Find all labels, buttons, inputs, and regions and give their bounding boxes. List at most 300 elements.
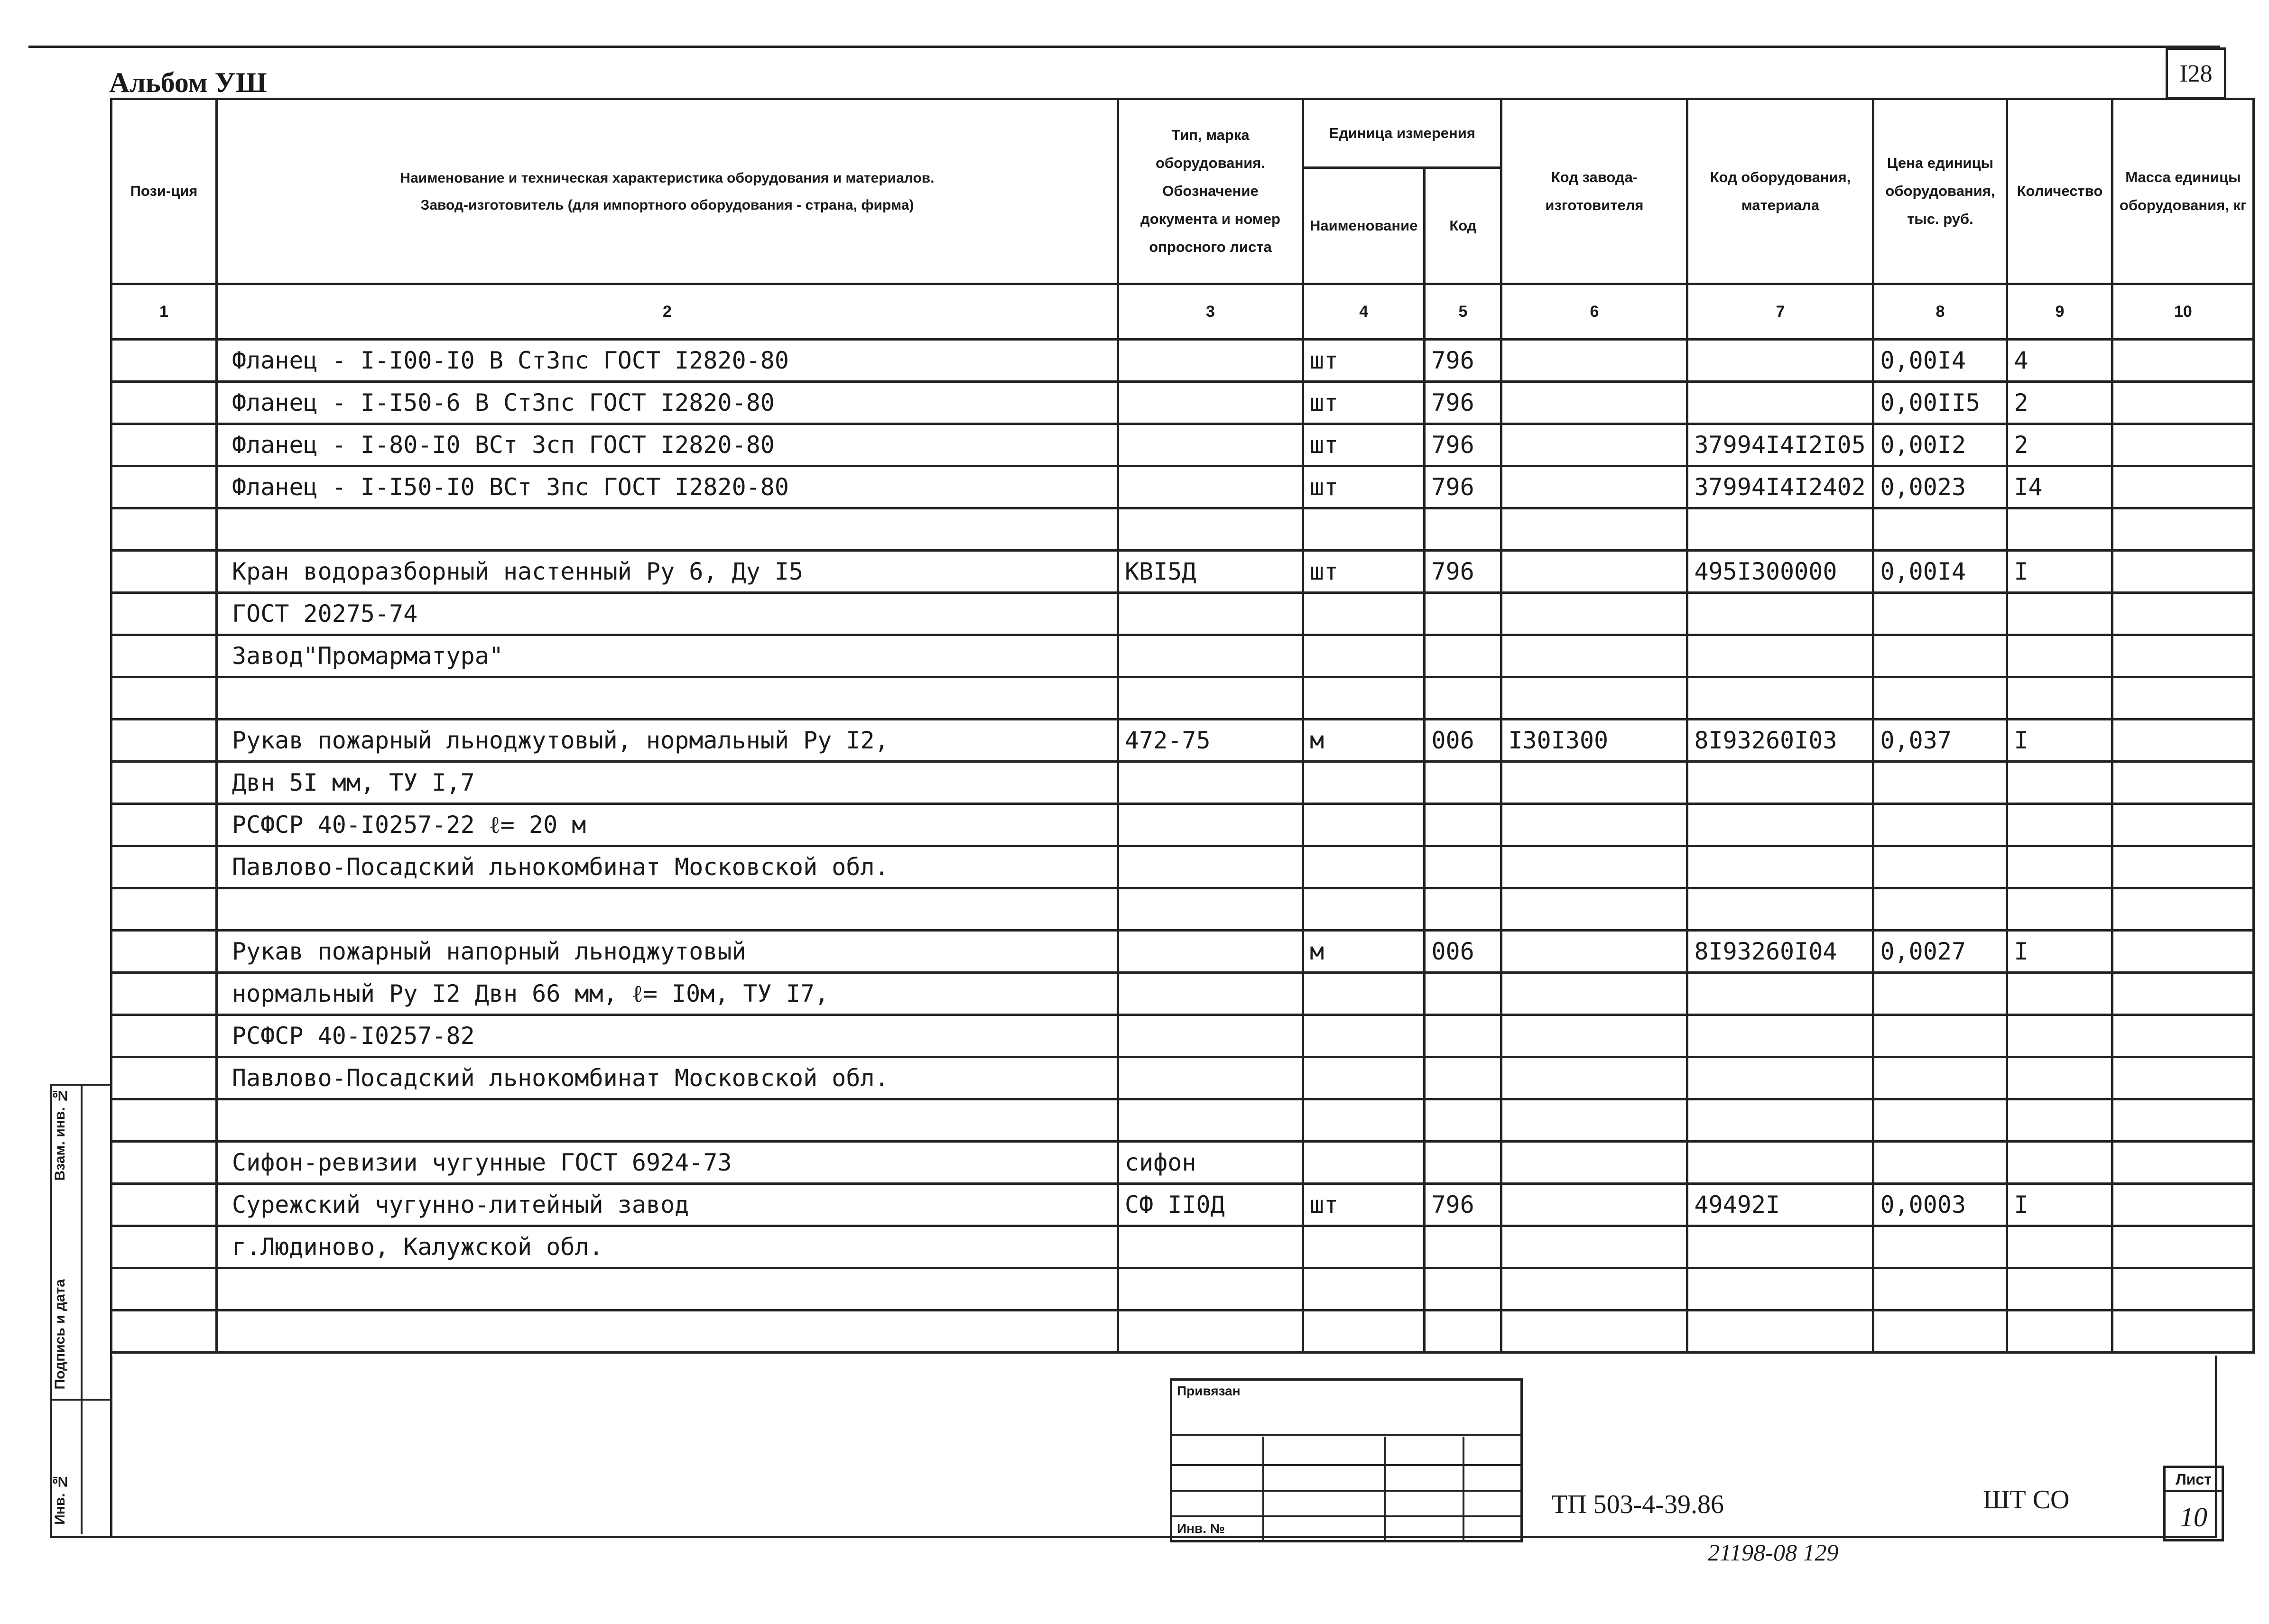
cell-mass: [2112, 1226, 2254, 1268]
cell-unit: [1303, 1310, 1425, 1353]
cell-price: 0,0027: [1873, 931, 2007, 973]
cell-price: 0,0023: [1873, 466, 2007, 508]
cell-type: [1118, 804, 1303, 846]
cell-equipment-code: [1687, 1015, 1873, 1057]
cell-unit-code: [1425, 846, 1501, 888]
cell-quantity: [2007, 762, 2112, 804]
cell-price: [1873, 1099, 2007, 1142]
cell-name: [217, 1310, 1118, 1353]
table-row: [111, 635, 2254, 677]
table-row: [111, 677, 2254, 720]
table-row: [111, 424, 2254, 466]
top-rule: [28, 46, 2220, 48]
cell-quantity: I: [2007, 720, 2112, 762]
col-header-equipment-code: Код оборудования, материала: [1687, 99, 1873, 284]
cell-quantity: [2007, 508, 2112, 551]
stamp-vline: [1384, 1437, 1386, 1540]
stamp-line: [1172, 1464, 1520, 1466]
cell-price: 0,0003: [1873, 1184, 2007, 1226]
cell-price: [1873, 846, 2007, 888]
side-stamp-cell: [52, 1086, 110, 1401]
side-stamp-podpis: Подпись и дата: [52, 1279, 68, 1389]
table-row: [111, 382, 2254, 424]
col-header-quantity: Количество: [2007, 99, 2112, 284]
cell-name: Павлово-Посадский льнокомбинат Московской обл.: [217, 846, 1118, 888]
cell-unit: [1303, 677, 1425, 720]
cell-mass: [2112, 1099, 2254, 1142]
cell-mass: [2112, 1184, 2254, 1226]
cell-factory-code: I30I300: [1501, 720, 1687, 762]
cell-unit: [1303, 846, 1425, 888]
cell-position: [111, 973, 217, 1015]
cell-price: [1873, 508, 2007, 551]
cell-type: [1118, 382, 1303, 424]
side-stamp-cell: [52, 1399, 110, 1534]
cell-price: [1873, 1015, 2007, 1057]
cell-factory-code: [1501, 551, 1687, 593]
cell-position: [111, 593, 217, 635]
cell-mass: [2112, 1142, 2254, 1184]
cell-name: ГОСТ 20275-74: [217, 593, 1118, 635]
document-code: ШТ СО: [1983, 1485, 2070, 1514]
cell-equipment-code: [1687, 1099, 1873, 1142]
cell-unit-code: [1425, 1310, 1501, 1353]
sheet-label: Лист: [2166, 1471, 2222, 1492]
cell-name: Сурежский чугунно-литейный завод: [217, 1184, 1118, 1226]
cell-unit: шт: [1303, 1184, 1425, 1226]
cell-mass: [2112, 973, 2254, 1015]
cell-mass: [2112, 677, 2254, 720]
cell-price: [1873, 1310, 2007, 1353]
cell-equipment-code: [1687, 888, 1873, 931]
cell-unit-code: [1425, 593, 1501, 635]
cell-factory-code: [1501, 1099, 1687, 1142]
cell-unit: [1303, 973, 1425, 1015]
cell-unit-code: 796: [1425, 466, 1501, 508]
column-number: 7: [1687, 284, 1873, 340]
cell-factory-code: [1501, 1057, 1687, 1099]
cell-unit-code: 796: [1425, 1184, 1501, 1226]
cell-unit-code: [1425, 1268, 1501, 1310]
cell-name: Сифон-ревизии чугунные ГОСТ 6924-73: [217, 1142, 1118, 1184]
cell-type: [1118, 1226, 1303, 1268]
col-header-unit-group: Единица измерения: [1303, 99, 1501, 168]
cell-unit-code: [1425, 1099, 1501, 1142]
cell-type: [1118, 424, 1303, 466]
stamp-line: [1172, 1490, 1520, 1492]
cell-position: [111, 888, 217, 931]
col-header-name-line2: Завод-изготовитель (для импортного оборудования - страна, фирма): [420, 197, 914, 213]
col-header-unit-name: Наименование: [1303, 168, 1425, 284]
cell-position: [111, 1142, 217, 1184]
cell-mass: [2112, 382, 2254, 424]
cell-type: [1118, 1015, 1303, 1057]
cell-equipment-code: 37994I4I2402: [1687, 466, 1873, 508]
cell-mass: [2112, 762, 2254, 804]
col-header-name-line1: Наименование и техническая характеристика оборудования и материалов.: [400, 170, 935, 186]
cell-type: [1118, 635, 1303, 677]
stamp-title: Привязан: [1177, 1384, 1241, 1398]
cell-type: [1118, 888, 1303, 931]
cell-name: [217, 888, 1118, 931]
cell-type: КВI5Д: [1118, 551, 1303, 593]
cell-unit: [1303, 804, 1425, 846]
cell-mass: [2112, 846, 2254, 888]
cell-factory-code: [1501, 1015, 1687, 1057]
cell-quantity: [2007, 888, 2112, 931]
cell-unit-code: 006: [1425, 720, 1501, 762]
cell-mass: [2112, 1015, 2254, 1057]
cell-unit-code: [1425, 1142, 1501, 1184]
cell-equipment-code: [1687, 1310, 1873, 1353]
cell-equipment-code: [1687, 593, 1873, 635]
cell-position: [111, 762, 217, 804]
cell-quantity: 2: [2007, 424, 2112, 466]
cell-unit: [1303, 1142, 1425, 1184]
stamp-line: [1172, 1434, 1520, 1436]
cell-name: Фланец - I-80-I0 ВСт 3сп ГОСТ I2820-80: [217, 424, 1118, 466]
cell-equipment-code: [1687, 340, 1873, 382]
cell-price: 0,00I2: [1873, 424, 2007, 466]
cell-quantity: I4: [2007, 466, 2112, 508]
cell-mass: [2112, 508, 2254, 551]
cell-unit-code: 796: [1425, 424, 1501, 466]
cell-type: СФ II0Д: [1118, 1184, 1303, 1226]
cell-type: [1118, 677, 1303, 720]
document-number: ТП 503-4-39.86: [1551, 1490, 1724, 1519]
sheet-box: [2163, 1466, 2224, 1541]
table-row: [111, 593, 2254, 635]
column-number: 9: [2007, 284, 2112, 340]
cell-name: РСФСР 40-I0257-82: [217, 1015, 1118, 1057]
cell-mass: [2112, 424, 2254, 466]
cell-unit: [1303, 888, 1425, 931]
stamp-vline: [1262, 1437, 1264, 1540]
table-row: [111, 508, 2254, 551]
cell-unit: [1303, 1268, 1425, 1310]
stamp-vline: [1463, 1437, 1464, 1540]
cell-factory-code: [1501, 508, 1687, 551]
cell-factory-code: [1501, 1226, 1687, 1268]
cell-quantity: I: [2007, 931, 2112, 973]
cell-position: [111, 931, 217, 973]
specification-table: [110, 98, 2255, 1354]
cell-name: РСФСР 40-I0257-22 ℓ= 20 м: [217, 804, 1118, 846]
cell-price: [1873, 1142, 2007, 1184]
cell-unit-code: [1425, 762, 1501, 804]
column-number: 2: [217, 284, 1118, 340]
cell-factory-code: [1501, 635, 1687, 677]
cell-position: [111, 382, 217, 424]
cell-position: [111, 1226, 217, 1268]
cell-quantity: [2007, 1226, 2112, 1268]
cell-unit: [1303, 1226, 1425, 1268]
cell-quantity: [2007, 846, 2112, 888]
cell-unit: [1303, 508, 1425, 551]
cell-type: [1118, 508, 1303, 551]
cell-type: [1118, 1310, 1303, 1353]
table-row: [111, 931, 2254, 973]
cell-quantity: [2007, 1310, 2112, 1353]
cell-factory-code: [1501, 931, 1687, 973]
cell-unit: [1303, 1015, 1425, 1057]
cell-mass: [2112, 720, 2254, 762]
cell-name: Кран водоразборный настенный Ру 6, Ду I5: [217, 551, 1118, 593]
cell-price: [1873, 635, 2007, 677]
table-row: [111, 340, 2254, 382]
cell-quantity: [2007, 804, 2112, 846]
cell-price: [1873, 593, 2007, 635]
cell-unit-code: 796: [1425, 340, 1501, 382]
cell-position: [111, 1057, 217, 1099]
cell-position: [111, 720, 217, 762]
cell-equipment-code: [1687, 762, 1873, 804]
cell-factory-code: [1501, 1184, 1687, 1226]
cell-unit: шт: [1303, 382, 1425, 424]
cell-quantity: [2007, 1015, 2112, 1057]
cell-unit-code: [1425, 677, 1501, 720]
cell-unit: м: [1303, 931, 1425, 973]
cell-equipment-code: [1687, 1268, 1873, 1310]
column-number: 4: [1303, 284, 1425, 340]
cell-type: [1118, 1057, 1303, 1099]
table-row: [111, 720, 2254, 762]
cell-unit-code: [1425, 1057, 1501, 1099]
cell-mass: [2112, 931, 2254, 973]
column-number: 8: [1873, 284, 2007, 340]
cell-unit-code: [1425, 804, 1501, 846]
tie-in-stamp: [1170, 1378, 1523, 1542]
cell-type: 472-75: [1118, 720, 1303, 762]
cell-unit-code: 796: [1425, 382, 1501, 424]
cell-factory-code: [1501, 846, 1687, 888]
cell-unit: шт: [1303, 466, 1425, 508]
cell-equipment-code: [1687, 508, 1873, 551]
cell-position: [111, 340, 217, 382]
cell-equipment-code: [1687, 382, 1873, 424]
cell-equipment-code: 8I93260I04: [1687, 931, 1873, 973]
cell-unit: [1303, 762, 1425, 804]
cell-unit: шт: [1303, 424, 1425, 466]
cell-type: сифон: [1118, 1142, 1303, 1184]
cell-position: [111, 1268, 217, 1310]
table-row: [111, 1142, 2254, 1184]
cell-unit: [1303, 1057, 1425, 1099]
cell-name: Рукав пожарный напорный льноджутовый: [217, 931, 1118, 973]
cell-equipment-code: [1687, 846, 1873, 888]
cell-position: [111, 1310, 217, 1353]
cell-factory-code: [1501, 466, 1687, 508]
cell-factory-code: [1501, 1268, 1687, 1310]
cell-unit: [1303, 1099, 1425, 1142]
table-row: [111, 762, 2254, 804]
cell-quantity: [2007, 677, 2112, 720]
cell-position: [111, 635, 217, 677]
cell-mass: [2112, 1057, 2254, 1099]
cell-quantity: [2007, 635, 2112, 677]
cell-unit-code: 006: [1425, 931, 1501, 973]
table-row: [111, 973, 2254, 1015]
cell-price: 0,00I4: [1873, 340, 2007, 382]
cell-name: [217, 1268, 1118, 1310]
cell-position: [111, 804, 217, 846]
cell-name: Павлово-Посадский льнокомбинат Московской обл.: [217, 1057, 1118, 1099]
column-number: 3: [1118, 284, 1303, 340]
cell-equipment-code: 495I300000: [1687, 551, 1873, 593]
table-row: [111, 466, 2254, 508]
table-row: [111, 1015, 2254, 1057]
cell-type: [1118, 466, 1303, 508]
cell-price: 0,00II5: [1873, 382, 2007, 424]
cell-type: [1118, 973, 1303, 1015]
cell-type: [1118, 1099, 1303, 1142]
cell-position: [111, 551, 217, 593]
cell-equipment-code: [1687, 677, 1873, 720]
cell-quantity: 2: [2007, 382, 2112, 424]
table-row: [111, 1226, 2254, 1268]
cell-unit-code: [1425, 1226, 1501, 1268]
col-header-price: Цена единицы оборудования, тыс. руб.: [1873, 99, 2007, 284]
cell-mass: [2112, 635, 2254, 677]
column-number-row: [111, 284, 2254, 340]
cell-unit: [1303, 593, 1425, 635]
cell-factory-code: [1501, 424, 1687, 466]
cell-position: [111, 846, 217, 888]
cell-factory-code: [1501, 677, 1687, 720]
cell-name: г.Людиново, Калужской обл.: [217, 1226, 1118, 1268]
table-row: [111, 1310, 2254, 1353]
col-header-position: Пози-ция: [111, 99, 217, 284]
cell-mass: [2112, 888, 2254, 931]
cell-equipment-code: 37994I4I2I05: [1687, 424, 1873, 466]
table-row: [111, 1057, 2254, 1099]
cell-mass: [2112, 551, 2254, 593]
cell-mass: [2112, 340, 2254, 382]
cell-name: Фланец - I-I50-I0 ВСт 3пс ГОСТ I2820-80: [217, 466, 1118, 508]
cell-position: [111, 424, 217, 466]
table-row: [111, 888, 2254, 931]
cell-equipment-code: 8I93260I03: [1687, 720, 1873, 762]
cell-unit: м: [1303, 720, 1425, 762]
cell-equipment-code: [1687, 1142, 1873, 1184]
cell-price: [1873, 973, 2007, 1015]
cell-unit-code: [1425, 635, 1501, 677]
cell-equipment-code: [1687, 1226, 1873, 1268]
cell-mass: [2112, 466, 2254, 508]
table-row: [111, 1099, 2254, 1142]
cell-factory-code: [1501, 973, 1687, 1015]
cell-quantity: 4: [2007, 340, 2112, 382]
cell-quantity: [2007, 1142, 2112, 1184]
cell-type: [1118, 340, 1303, 382]
cell-position: [111, 508, 217, 551]
column-number: 5: [1425, 284, 1501, 340]
col-header-name: [217, 99, 1118, 284]
cell-price: [1873, 804, 2007, 846]
cell-quantity: [2007, 1099, 2112, 1142]
cell-position: [111, 1015, 217, 1057]
column-number: 10: [2112, 284, 2254, 340]
table-row: [111, 1184, 2254, 1226]
cell-name: [217, 1099, 1118, 1142]
cell-type: [1118, 762, 1303, 804]
bottom-frame: [110, 1356, 2217, 1538]
cell-factory-code: [1501, 593, 1687, 635]
cell-factory-code: [1501, 804, 1687, 846]
cell-factory-code: [1501, 762, 1687, 804]
cell-position: [111, 1099, 217, 1142]
sheet-number: 10: [2180, 1502, 2207, 1532]
cell-mass: [2112, 593, 2254, 635]
cell-factory-code: [1501, 888, 1687, 931]
stamp-inv: Инв. №: [1177, 1521, 1225, 1536]
cell-unit: шт: [1303, 340, 1425, 382]
column-number: 6: [1501, 284, 1687, 340]
table-row: [111, 846, 2254, 888]
cell-type: [1118, 931, 1303, 973]
cell-mass: [2112, 804, 2254, 846]
cell-type: [1118, 1268, 1303, 1310]
cell-position: [111, 466, 217, 508]
cell-name: Рукав пожарный льноджутовый, нормальный Ру I2,: [217, 720, 1118, 762]
col-header-factory-code: Код завода-изготовителя: [1501, 99, 1687, 284]
cell-quantity: I: [2007, 551, 2112, 593]
cell-factory-code: [1501, 1310, 1687, 1353]
cell-name: нормальный Ру I2 Двн 66 мм, ℓ= I0м, ТУ I7,: [217, 973, 1118, 1015]
column-number: 1: [111, 284, 217, 340]
col-header-type: Тип, марка оборудования. Обозначение документа и номер опросного листа: [1118, 99, 1303, 284]
cell-type: [1118, 846, 1303, 888]
cell-name: Двн 5I мм, ТУ I,7: [217, 762, 1118, 804]
table-row: [111, 1268, 2254, 1310]
cell-price: [1873, 677, 2007, 720]
cell-unit: [1303, 635, 1425, 677]
cell-equipment-code: [1687, 1057, 1873, 1099]
side-stamp: [50, 1084, 112, 1538]
cell-quantity: [2007, 593, 2112, 635]
cell-price: [1873, 1226, 2007, 1268]
cell-unit-code: [1425, 973, 1501, 1015]
album-title: Альбом УШ: [109, 67, 267, 98]
cell-unit-code: [1425, 888, 1501, 931]
stamp-line: [1172, 1515, 1520, 1517]
cell-equipment-code: 49492I: [1687, 1184, 1873, 1226]
cell-unit-code: [1425, 508, 1501, 551]
cell-price: 0,00I4: [1873, 551, 2007, 593]
table-row: [111, 551, 2254, 593]
handwritten-note: 21198-08 129: [1708, 1539, 1839, 1566]
table-row: [111, 804, 2254, 846]
cell-quantity: I: [2007, 1184, 2112, 1226]
cell-mass: [2112, 1268, 2254, 1310]
cell-quantity: [2007, 1057, 2112, 1099]
cell-price: [1873, 1268, 2007, 1310]
side-stamp-vzam: Взам. инв. №: [52, 1087, 68, 1181]
cell-factory-code: [1501, 382, 1687, 424]
cell-factory-code: [1501, 340, 1687, 382]
cell-price: [1873, 762, 2007, 804]
cell-name: Фланец - I-I50-6 В Ст3пс ГОСТ I2820-80: [217, 382, 1118, 424]
side-stamp-inv: Инв. №: [52, 1474, 68, 1525]
cell-mass: [2112, 1310, 2254, 1353]
cell-price: [1873, 888, 2007, 931]
cell-quantity: [2007, 1268, 2112, 1310]
cell-name: [217, 677, 1118, 720]
cell-factory-code: [1501, 1142, 1687, 1184]
cell-unit: шт: [1303, 551, 1425, 593]
cell-unit-code: [1425, 1015, 1501, 1057]
col-header-unit-code: Код: [1425, 168, 1501, 284]
